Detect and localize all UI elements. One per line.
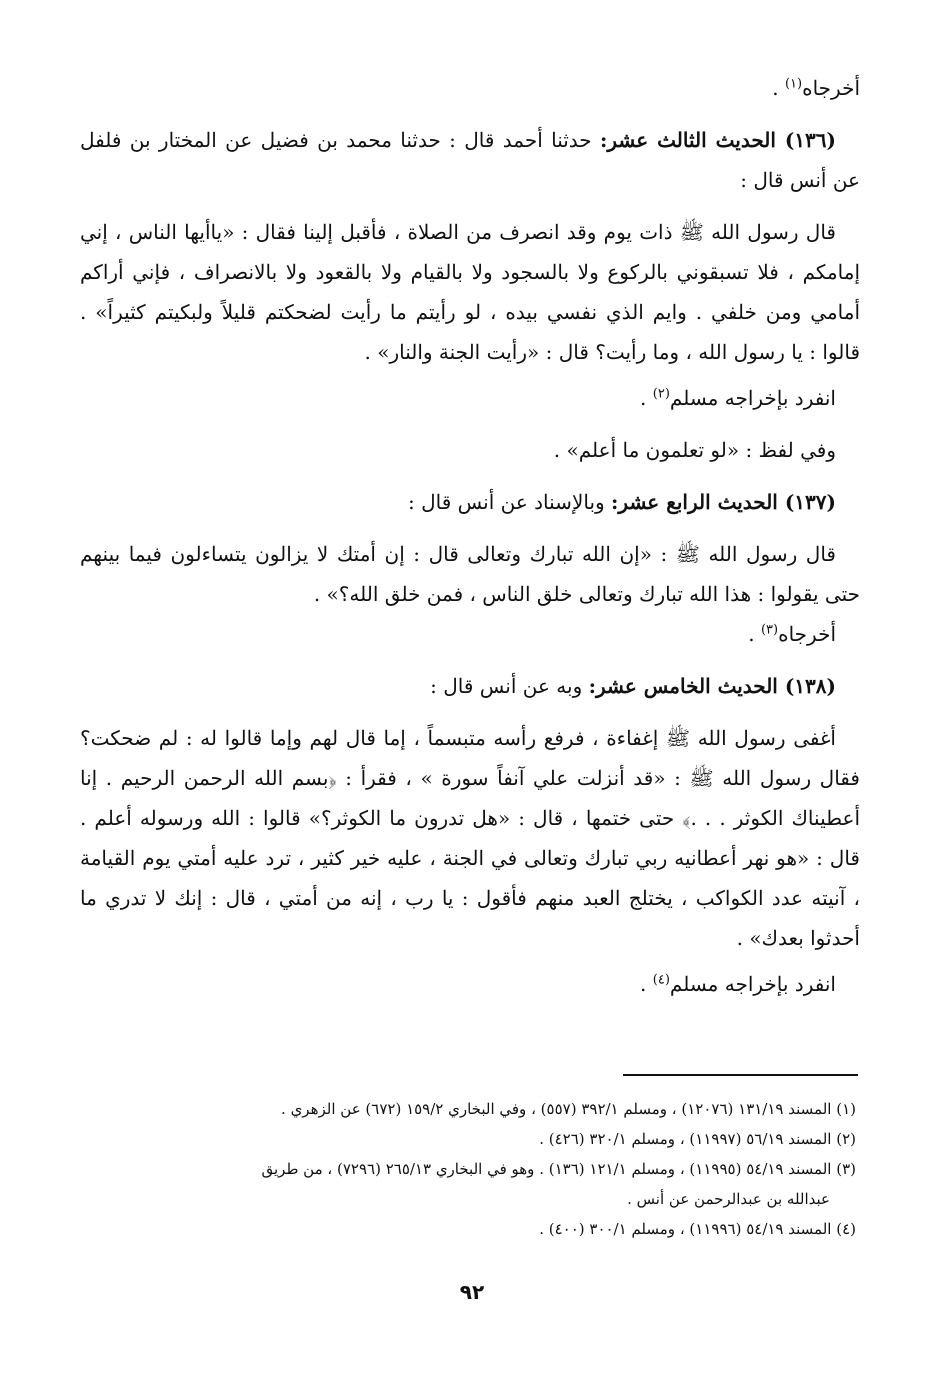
hadith-136-source [80, 378, 860, 418]
hadith-138-isnad: وبه عن أنس قال : [430, 674, 589, 698]
hadith-136-heading [80, 120, 860, 200]
footnote-1: (١) المسند ١٣١/١٩ (١٢٠٧٦) ، ومسلم ٣٩٢/١ (٥٥٧) ، وفي البخاري ١٥٩/٢ (٦٧٢) عن الزهري . [281, 1100, 856, 1118]
source-text: انفرد بإخراجه مسلم [669, 972, 836, 996]
source-end: . [640, 386, 653, 410]
hadith-138-text: أغفى رسول الله ﷺ إغفاءة ، فرفع رأسه متبسماً ، إما قال لهم وإما قالوا له : لم ضحكت؟ فقال رسول الله ﷺ : «قد أنزلت علي آنفاً سورة » ، فقرأ : ﴿بسم الله الرحمن الرحيم . إنا أعطيناك الكوثر . . .﴾ حتى ختمها ، قال : «هل تدرون ما الكوثر؟» قالوا : الله ورسوله أعلم . قال : «هو نهر أعطانيه ربي تبارك وتعالى في الجنة ، عليه خير كثير ، ترد عليه أمتي يوم القيامة ، آنيته عدد الكواكب ، يختلج العبد منهم فأقول : يا رب ، إنه من أمتي ، قال : إنك لا تدري ما أحدثوا بعدك» . [80, 726, 861, 950]
hadith-138-heading [80, 666, 860, 706]
hadith-138-label: (١٣٨) الحديث الخامس عشر: [588, 674, 836, 698]
citation-end: . [772, 76, 785, 100]
citation-text: أخرجاه [802, 76, 860, 100]
hadith-137-heading [80, 482, 860, 522]
hadith-137-isnad: وبالإسناد عن أنس قال : [408, 490, 612, 514]
footnotes [86, 1094, 856, 1244]
footnote-3-continued: عبدالله بن عبدالرحمن عن أنس . [627, 1190, 830, 1208]
footnote-divider [623, 1074, 858, 1076]
hadith-136-isnad: حدثنا أحمد قال : حدثنا محمد بن فضيل عن المختار بن فلفل عن أنس قال : [80, 128, 860, 192]
source-text: انفرد بإخراجه مسلم [669, 386, 836, 410]
hadith-136-text: قال رسول الله ﷺ ذات يوم وقد انصرف من الصلاة ، فأقبل إلينا فقال : «ياأيها الناس ، إني إمامكم ، فلا تسبقوني بالركوع ولا بالسجود ولا بالقيام ولا بالقعود ولا بالانصراف ، فإني أراكم أمامي ومن خلفي . وايم الذي نفسي بيده ، لو رأيتم ما رأيت لضحكتم قليلاً ولبكيتم كثيراً» . قالوا : يا رسول الله ، وما رأيت؟ قال : «رأيت الجنة والنار» . [80, 220, 860, 364]
footnote-4: (٤) المسند ٥٤/١٩ (١١٩٩٦) ، ومسلم ٣٠٠/١ (٤٠٠) . [539, 1220, 856, 1238]
page-body [80, 68, 860, 1004]
hadith-137-text: قال رسول الله ﷺ : «إن الله تبارك وتعالى قال : إن أمتك لا يزالون يتساءلون فيما بينهم حتى يقولوا : هذا الله تبارك وتعالى خلق الناس ، فمن خلق الله؟» . [80, 542, 860, 606]
footnote-3: (٣) المسند ٥٤/١٩ (١١٩٩٥) ، ومسلم ١٢١/١ (١٣٦) . وهو في البخاري ٢٦٥/١٣ (٧٢٩٦) ، من طريق [261, 1160, 856, 1178]
hadith-136-variant: وفي لفظ : «لو تعلمون ما أعلم» . [553, 438, 836, 462]
page-number: ٩٢ [459, 1280, 485, 1304]
hadith-137-source [80, 614, 860, 654]
footnote-ref-2: (٢) [652, 386, 670, 402]
source-end: . [748, 622, 761, 646]
hadith-137-label: (١٣٧) الحديث الرابع عشر: [611, 490, 836, 514]
hadith-138-source [80, 964, 860, 1004]
citation-line [80, 68, 860, 108]
footnote-ref-4: (٤) [652, 972, 670, 988]
hadith-136-label: (١٣٦) الحديث الثالث عشر: [600, 128, 836, 152]
footnote-ref-3: (٣) [760, 622, 779, 638]
source-text: أخرجاه [778, 622, 836, 646]
footnote-2: (٢) المسند ٥٦/١٩ (١١٩٩٧) ، ومسلم ٣٢٠/١ (٤٢٦) . [539, 1130, 856, 1148]
footnote-ref-1: (١) [784, 76, 803, 92]
source-end: . [640, 972, 653, 996]
